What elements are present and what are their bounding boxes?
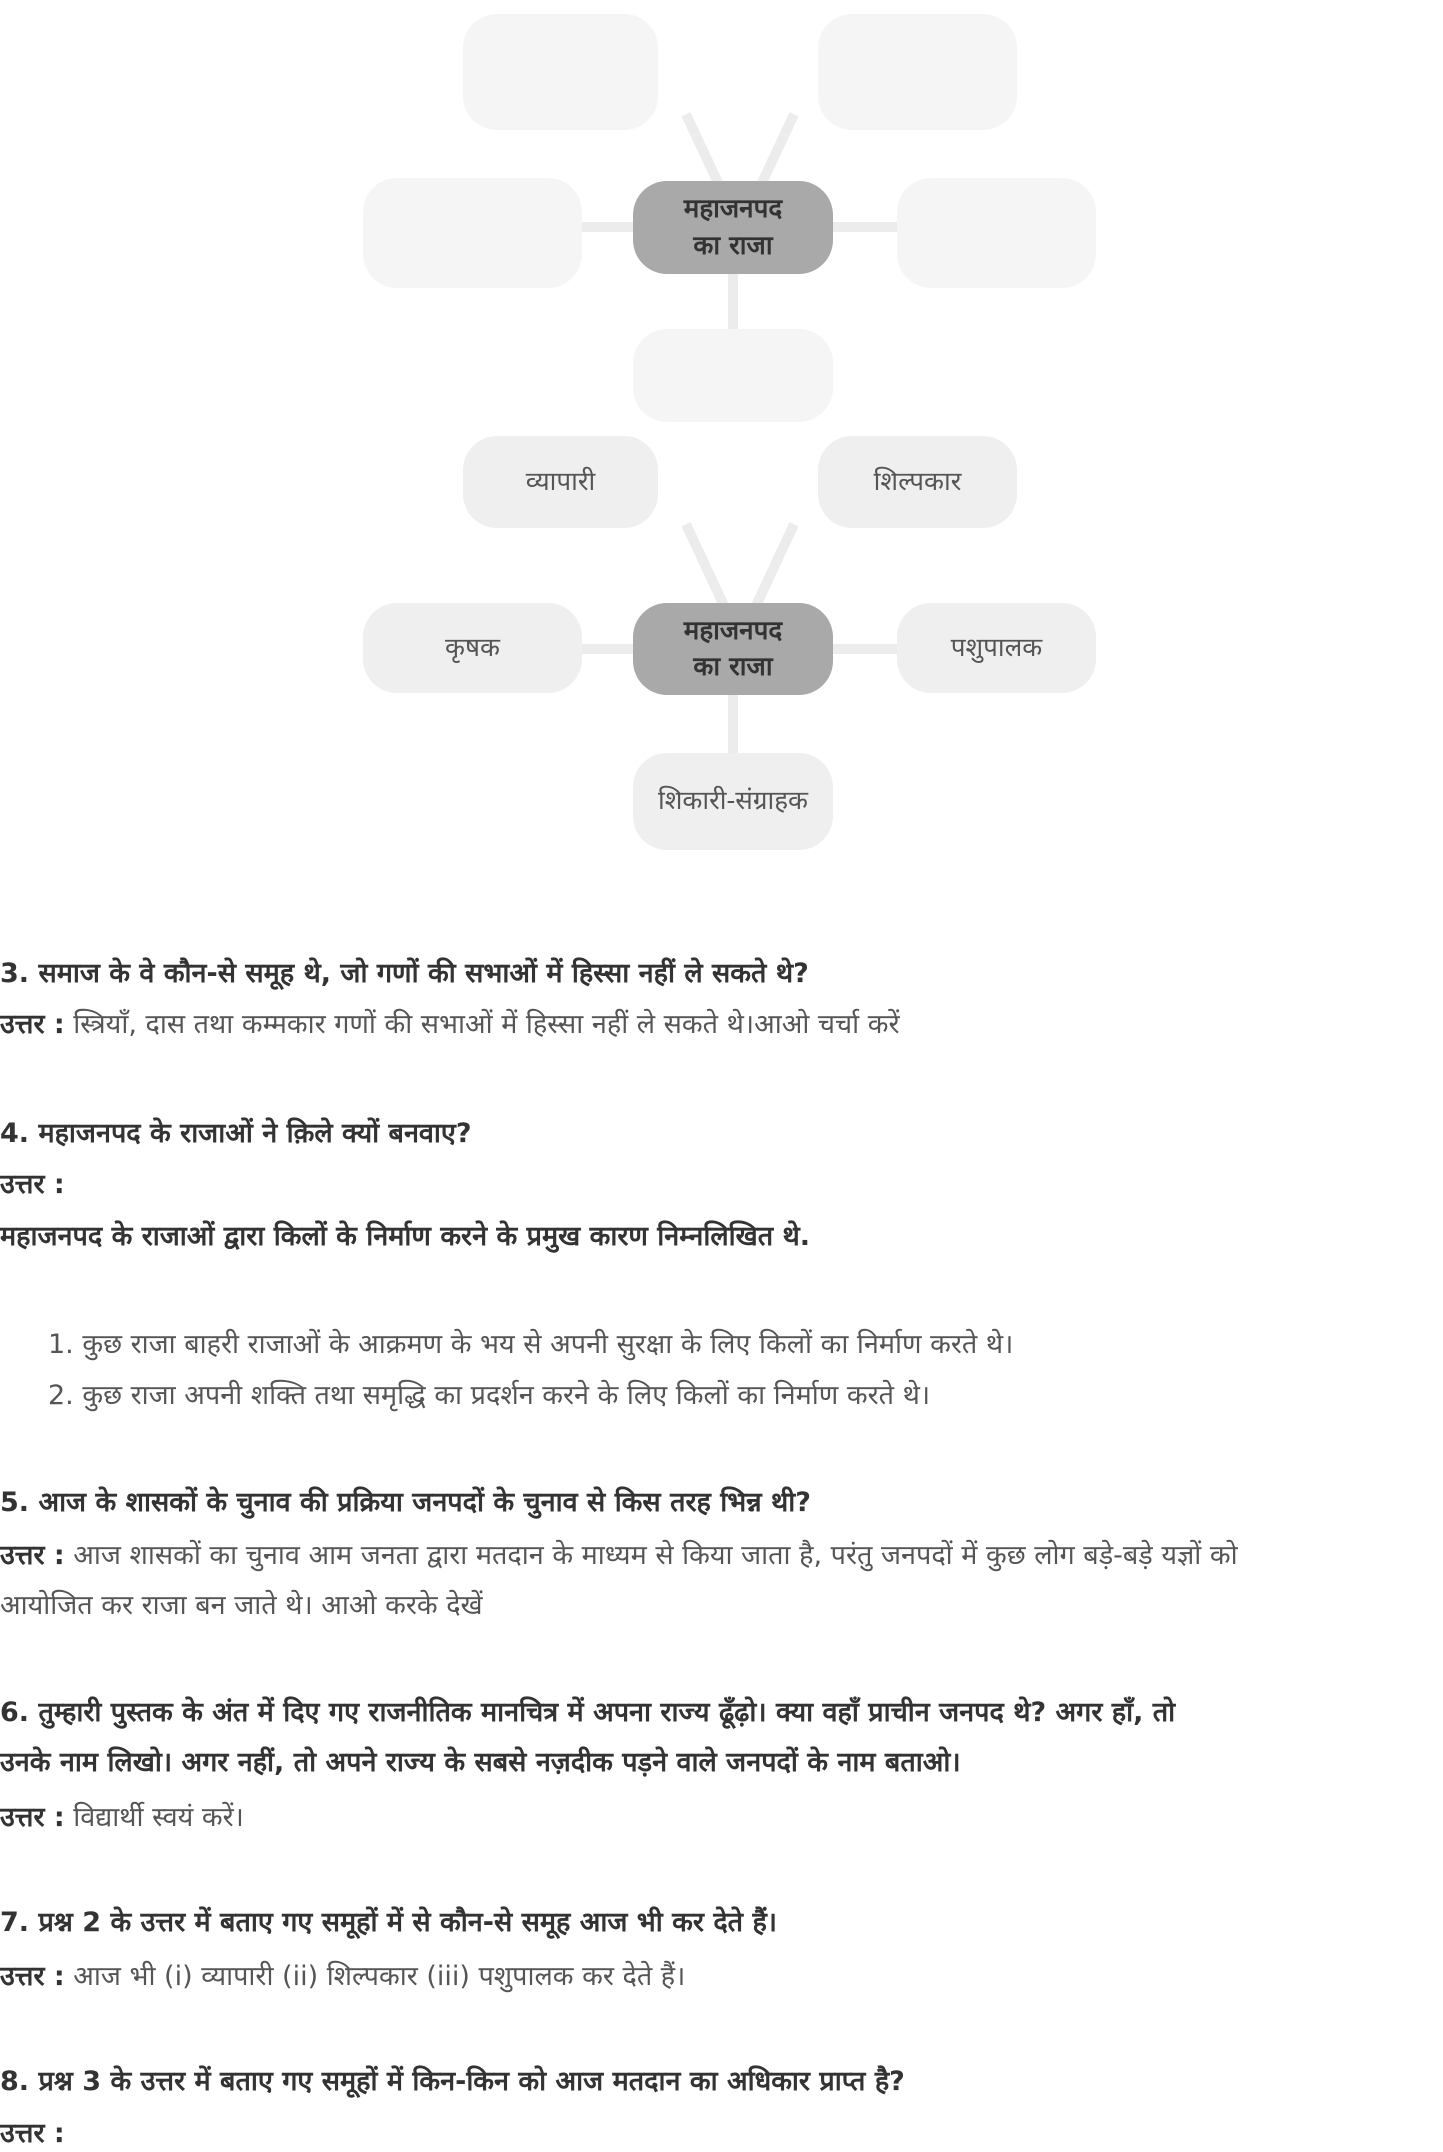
answer-text: विद्यार्थी स्वयं करें।: [64, 1802, 244, 1833]
question-4: 4. महाजनपद के राजाओं ने क़िले क्यों बनवाए?: [0, 1118, 472, 1149]
answer-label: उत्तर :: [0, 1540, 65, 1571]
node-farmers: कृषक: [363, 603, 582, 693]
center-node: [633, 603, 833, 695]
question-8: 8. प्रश्न 3 के उत्तर में बताए गए समूहों में किन-किन को आज मतदान का अधिकार प्राप्त है?: [0, 2066, 905, 2097]
node-herders: पशुपालक: [897, 603, 1096, 693]
answer-5: [0, 1538, 1238, 1574]
center-label: का राजा: [693, 652, 773, 682]
question-3: 3. समाज के वे कौन-से समूह थे, जो गणों की सभाओं में हिस्सा नहीं ले सकते थे?: [0, 958, 809, 989]
center-label: महाजनपद: [683, 615, 783, 646]
connector: [751, 522, 798, 608]
question-6: 6. तुम्हारी पुस्तक के अंत में दिए गए राजनीतिक मानचित्र में अपना राज्य ढूँढ़ो। क्या वहाँ प्राचीन जनपद थे? अगर हाँ, तो: [0, 1697, 1176, 1728]
answer-text: आज शासकों का चुनाव आम जनता द्वारा मतदान के माध्यम से किया जाता है, परंतु जनपदों में कुछ लोग बड़े-बड़े यज्ञों को: [64, 1540, 1238, 1571]
node-traders: व्यापारी: [463, 436, 658, 528]
answer-label: उत्तर :: [0, 1009, 65, 1040]
connector: [681, 522, 728, 608]
answer-4-intro: महाजनपद के राजाओं द्वारा किलों के निर्माण करने के प्रमुख कारण निम्नलिखित थे.: [0, 1221, 811, 1252]
answer-5-line2: आयोजित कर राजा बन जाते थे। आओ करके देखें: [0, 1590, 483, 1621]
node-hunter-gatherers: शिकारी-संग्राहक: [633, 753, 833, 850]
node-craftsmen: शिल्पकार: [818, 436, 1017, 528]
filled-mind-map: [0, 0, 1443, 860]
answer-label: उत्तर :: [0, 1802, 65, 1833]
answer-text: स्त्रियाँ, दास तथा कम्मकार गणों की सभाओं में हिस्सा नहीं ले सकते थे।आओ चर्चा करें: [64, 1009, 900, 1040]
answer-label: उत्तर :: [0, 1169, 65, 1200]
answer-label: उत्तर :: [0, 2118, 65, 2149]
question-7: 7. प्रश्न 2 के उत्तर में बताए गए समूहों में से कौन-से समूह आज भी कर देते हैं।: [0, 1907, 778, 1938]
connector: [832, 644, 898, 654]
list-item: 1. कुछ राजा बाहरी राजाओं के आक्रमण के भय से अपनी सुरक्षा के लिए किलों का निर्माण करते थे।: [48, 1329, 1014, 1360]
answer-text: आज भी (i) व्यापारी (ii) शिल्पकार (iii) पशुपालक कर देते हैं।: [64, 1961, 686, 1992]
answer-7: [0, 1959, 685, 1995]
answer-label: उत्तर :: [0, 1961, 65, 1992]
list-item: 2. कुछ राजा अपनी शक्ति तथा समृद्धि का प्रदर्शन करने के लिए किलों का निर्माण करते थे।: [48, 1380, 931, 1411]
answer-6: [0, 1800, 244, 1836]
center-label: का राजा: [693, 230, 773, 261]
connector: [728, 694, 738, 754]
center-label: महाजनपद: [683, 194, 783, 225]
answer-3: [0, 1007, 900, 1043]
question-5: 5. आज के शासकों के चुनाव की प्रक्रिया जनपदों के चुनाव से किस तरह भिन्न थी?: [0, 1487, 811, 1518]
question-6-line2: उनके नाम लिखो। अगर नहीं, तो अपने राज्य के सबसे नज़दीक पड़ने वाले जनपदों के नाम बताओ।: [0, 1747, 961, 1778]
connector: [580, 644, 636, 654]
